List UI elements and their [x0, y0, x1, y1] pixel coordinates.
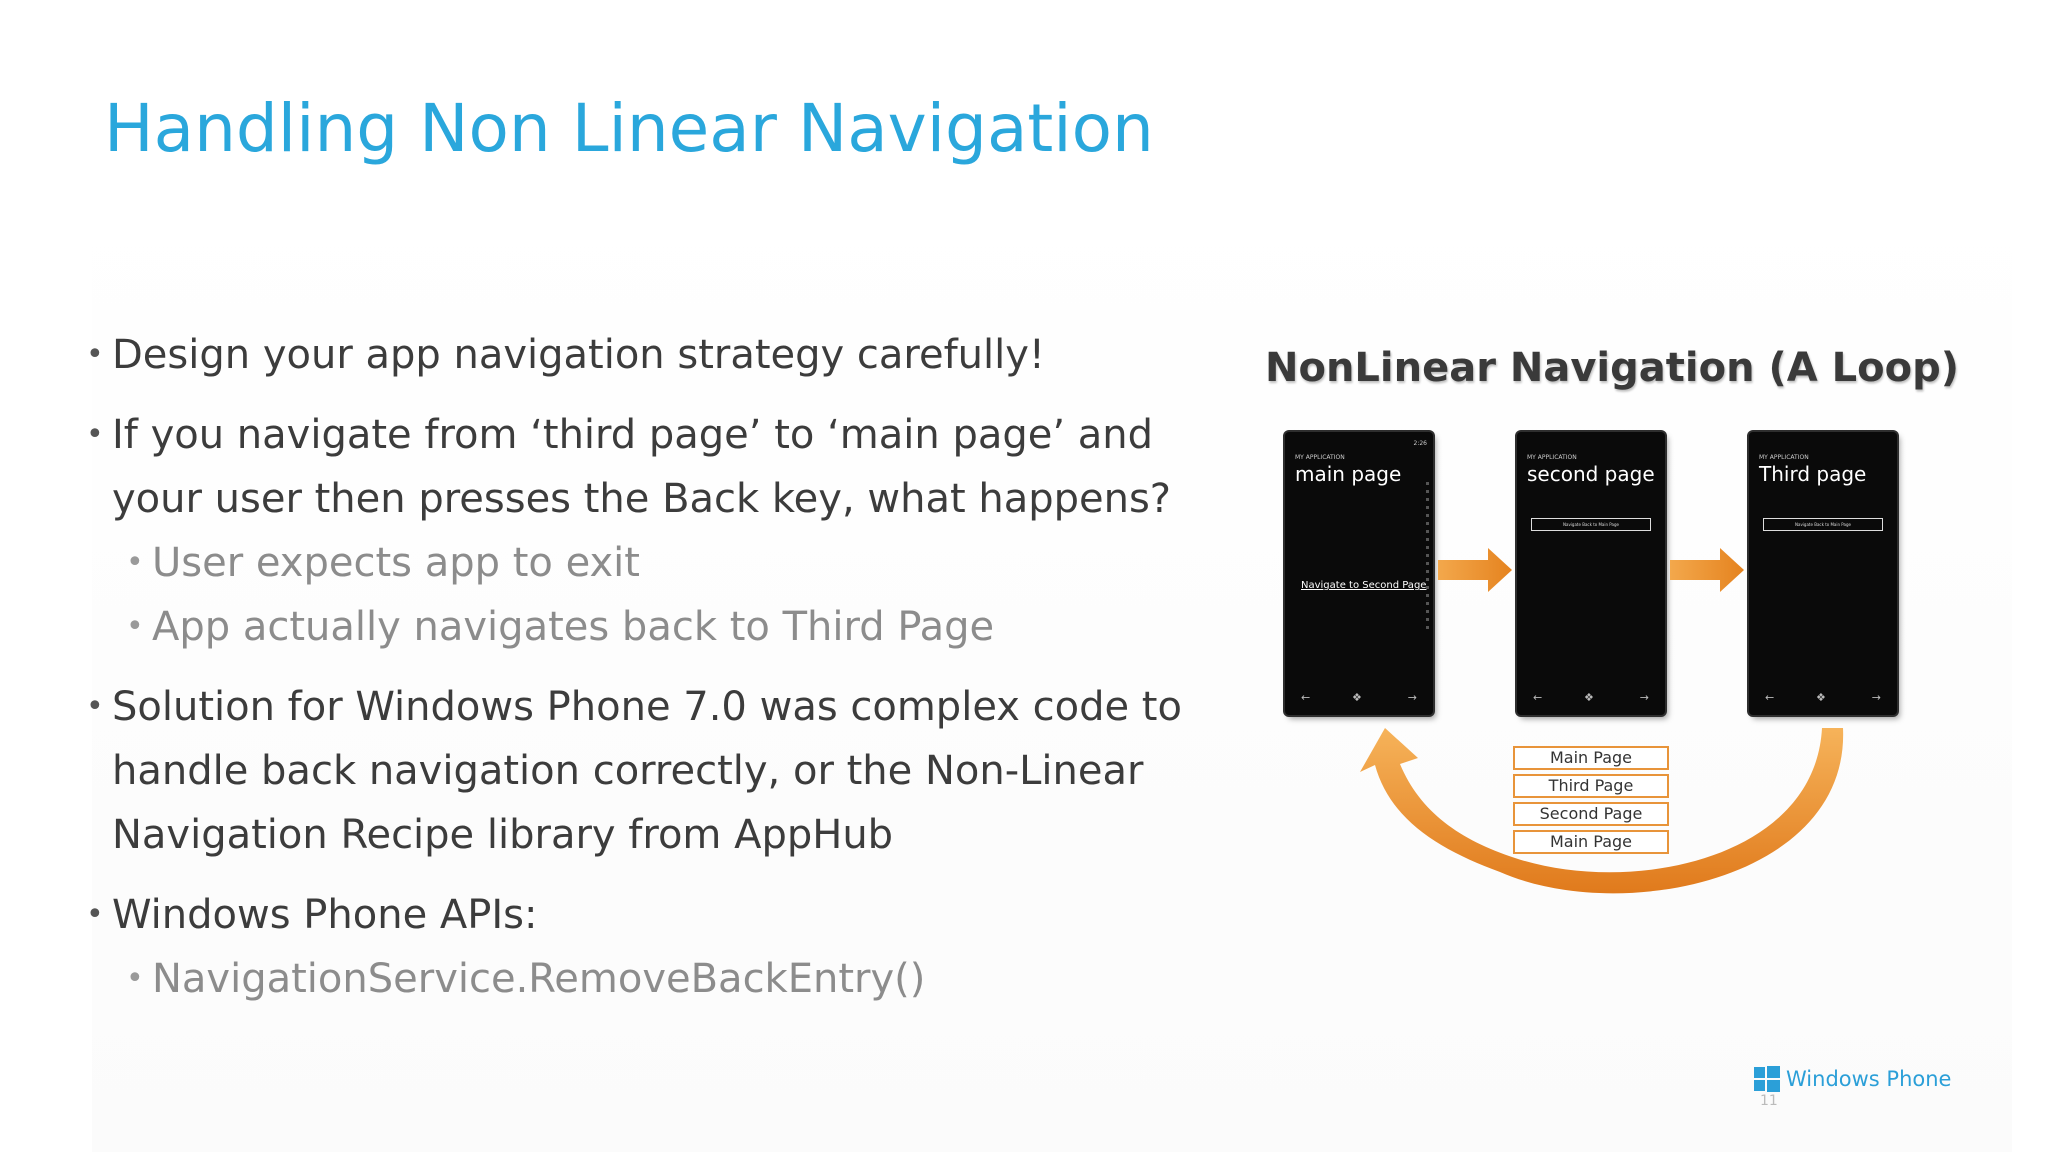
search-icon: →: [1639, 691, 1649, 704]
back-stack-entry: Third Page: [1513, 774, 1669, 798]
phone-page-title: second page: [1527, 462, 1655, 486]
back-arrow-icon: ←: [1301, 691, 1311, 704]
phone-back-button: Navigate Back to Main Page: [1763, 518, 1883, 531]
sub-bullet-item: • User expects app to exit: [84, 531, 1184, 595]
windows-phone-logo: [1754, 1066, 1951, 1092]
windows-start-icon: ❖: [1352, 691, 1362, 704]
bullet-item: • If you navigate from ‘third page’ to ‘main page’ and your user then presses the Back key, what happens?: [84, 403, 1184, 531]
bullet-item: • Design your app navigation strategy carefully!: [84, 323, 1184, 387]
search-icon: →: [1407, 691, 1417, 704]
phone-navigate-link: Navigate to Second Page: [1301, 580, 1427, 591]
bullet-item: • Windows Phone APIs:: [84, 883, 1184, 947]
back-stack-entry: Main Page: [1513, 830, 1669, 854]
arrow-right-icon: [1438, 548, 1512, 592]
arrow-right-icon: [1670, 548, 1744, 592]
back-stack: [1513, 746, 1669, 858]
windows-phone-wordmark: Windows Phone: [1786, 1067, 1952, 1091]
phone-app-name: MY APPLICATION: [1759, 454, 1809, 461]
back-arrow-icon: ←: [1533, 691, 1543, 704]
windows-start-icon: ❖: [1816, 691, 1826, 704]
sub-bullet-item: • App actually navigates back to Third Page: [84, 595, 1184, 659]
search-icon: →: [1871, 691, 1881, 704]
back-stack-entry: Second Page: [1513, 802, 1669, 826]
bullet-item: • Solution for Windows Phone 7.0 was complex code to handle back navigation correctly, or the Non-Linear Navigation Recipe library from AppHub: [84, 675, 1184, 867]
back-stack-entry: Main Page: [1513, 746, 1669, 770]
phone-back-button: Navigate Back to Main Page: [1531, 518, 1651, 531]
sub-bullet-item: • NavigationService.RemoveBackEntry(): [84, 947, 1184, 1011]
windows-flag-icon: [1754, 1066, 1780, 1092]
diagram-title: NonLinear Navigation (A Loop): [1265, 345, 1960, 391]
phone-app-name: MY APPLICATION: [1295, 454, 1345, 461]
phone-page-title: main page: [1295, 462, 1402, 486]
slide-title: Handling Non Linear Navigation: [104, 90, 1154, 167]
phone-clock: 2:26: [1413, 440, 1427, 447]
phone-page-title: Third page: [1759, 462, 1867, 486]
page-number: 11: [1760, 1093, 1778, 1109]
phone-app-name: MY APPLICATION: [1527, 454, 1577, 461]
back-arrow-icon: ←: [1765, 691, 1775, 704]
windows-start-icon: ❖: [1584, 691, 1594, 704]
